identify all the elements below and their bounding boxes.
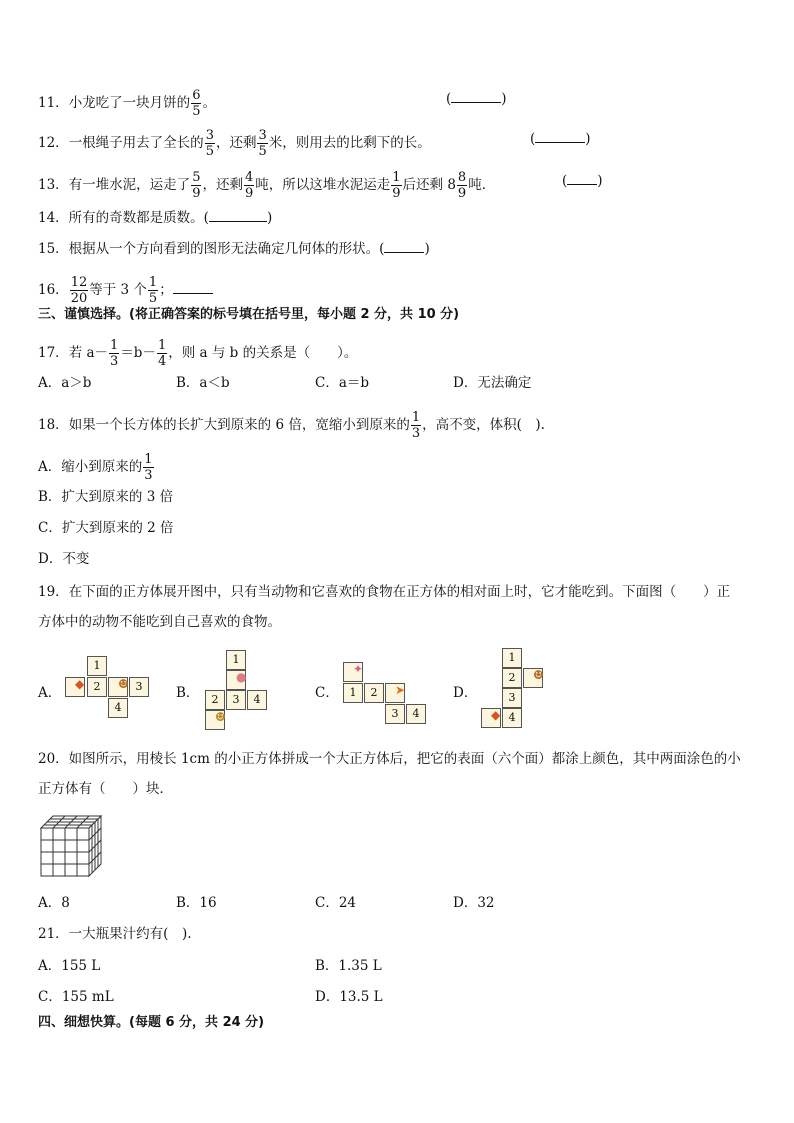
cube-grid-figure — [40, 815, 104, 877]
peach-face — [226, 670, 246, 690]
question-20-line2: 正方体有（ ）块． — [38, 781, 173, 797]
cat-icon: ☻ — [533, 668, 544, 682]
answer-paren-12[interactable]: ( ) — [530, 128, 591, 148]
question-11: 11．小龙吃了一块月饼的 $\frac{6}{5}$ 。 — [38, 88, 216, 119]
option-d[interactable]: D．无法确定 — [453, 375, 532, 391]
option-b[interactable]: B．a＜b — [176, 375, 230, 391]
fraction: $\frac{1}{3}$ — [411, 410, 421, 441]
fraction: $\frac{6}{5}$ — [192, 88, 201, 119]
monkey-face — [205, 710, 225, 730]
option-c[interactable]: C．扩大到原来的 2 倍 — [38, 520, 174, 536]
fraction: $\frac{1}{3}$ — [110, 338, 119, 369]
question-16: 16． $\frac{12}{20}$ 等于 3 个 $\frac{1}{5}$ ； — [38, 275, 213, 306]
option-d[interactable]: D．32 — [453, 895, 495, 911]
question-14: 14．所有的奇数都是质数。( ) — [38, 207, 272, 227]
option-a[interactable]: A．a＞b — [38, 375, 92, 391]
option-b[interactable]: B．16 — [176, 895, 217, 911]
question-15: 15．根据从一个方向看到的图形无法确定几何体的形状。( ) — [38, 238, 430, 258]
question-20-line1: 20．如图所示，用棱长 1cm 的小正方体拼成一个大正方体后，把它的表面（六个面）都涂上颜色，其中两面涂色的小 — [38, 751, 741, 767]
answer-paren-13[interactable]: ( ) — [562, 170, 603, 190]
fraction: $\frac{1}{9}$ — [392, 170, 401, 201]
fraction: $\frac{12}{20}$ — [70, 275, 88, 306]
rabbit-icon: ✦ — [353, 662, 364, 676]
option-c[interactable]: C．24 — [315, 895, 357, 911]
cat-icon: ☻ — [118, 677, 129, 691]
option-d[interactable]: D．13.5 L — [315, 989, 383, 1005]
question-19-line2: 方体中的动物不能吃到自己喜欢的食物。 — [38, 614, 281, 630]
monkey-icon: ☻ — [215, 710, 226, 724]
answer-blank[interactable] — [384, 238, 424, 253]
carrot-face — [385, 683, 405, 703]
option-c[interactable]: C． — [315, 685, 339, 701]
fraction: $\frac{8}{9}$ — [457, 170, 467, 201]
fish-face — [65, 677, 85, 697]
cat-face — [108, 677, 128, 697]
answer-blank[interactable] — [209, 207, 267, 222]
section-4-heading: 四、细想快算。(每题 6 分，共 24 分) — [38, 1015, 265, 1030]
option-b[interactable]: B． — [176, 685, 200, 701]
question-17: 17．若 a－ $\frac{1}{3}$ ＝b－ $\frac{1}{4}$ ，则 a 与 b 的关系是（ ）。 — [38, 338, 358, 369]
question-13: 13．有一堆水泥，运走了 $\frac{5}{9}$ ，还剩 $\frac{4}{9}$ 吨，所以这堆水泥运走 $\frac{1}{9}$ 后还剩 8 $\frac{8}{9}$ 吨． — [38, 170, 496, 201]
option-d[interactable]: D． — [453, 685, 478, 701]
fraction: $\frac{3}{5}$ — [205, 128, 214, 159]
question-12: 12．一根绳子用去了全长的 $\frac{3}{5}$ ，还剩 $\frac{3}{5}$ 米，则用去的比剩下的长。 — [38, 128, 431, 159]
question-21: 21．一大瓶果汁约有( ). — [38, 926, 192, 942]
answer-paren-11[interactable]: ( ) — [446, 88, 507, 108]
fish-face — [481, 708, 501, 728]
carrot-icon: ➤ — [395, 683, 406, 697]
option-b[interactable]: B．1.35 L — [315, 958, 382, 974]
fish-icon: ◆ — [491, 708, 501, 722]
fraction: $\frac{1}{4}$ — [157, 338, 167, 369]
peach-icon: ● — [236, 670, 247, 684]
section-3-heading: 三、谨慎选择。(将正确答案的标号填在括号里，每小题 2 分，共 10 分) — [38, 307, 460, 322]
option-a[interactable]: A．缩小到原来的 $\frac{1}{3}$ — [38, 452, 153, 483]
option-b[interactable]: B．扩大到原来的 3 倍 — [38, 489, 174, 505]
fraction: $\frac{1}{5}$ — [148, 275, 158, 306]
fraction: $\frac{1}{3}$ — [144, 452, 153, 483]
fraction: $\frac{4}{9}$ — [244, 170, 254, 201]
option-c[interactable]: C．155 mL — [38, 989, 114, 1005]
cat-face — [523, 668, 543, 688]
option-a[interactable]: A．155 L — [38, 958, 101, 974]
answer-blank[interactable] — [173, 279, 213, 294]
question-18: 18．如果一个长方体的长扩大到原来的 6 倍，宽缩小到原来的 $\frac{1}{3}$ ，高不变，体积( ). — [38, 410, 545, 441]
option-a[interactable]: A． — [38, 685, 62, 701]
question-19-line1: 19．在下面的正方体展开图中，只有当动物和它喜欢的食物在正方体的相对面上时，它才能吃到。下面图（ ）正 — [38, 584, 731, 600]
option-c[interactable]: C．a＝b — [315, 375, 370, 391]
option-d[interactable]: D．不变 — [38, 551, 90, 567]
fish-icon: ◆ — [75, 677, 85, 691]
option-a[interactable]: A．8 — [38, 895, 70, 911]
rabbit-face — [343, 662, 363, 682]
fraction: $\frac{5}{9}$ — [192, 170, 201, 201]
fraction: $\frac{3}{5}$ — [258, 128, 267, 159]
